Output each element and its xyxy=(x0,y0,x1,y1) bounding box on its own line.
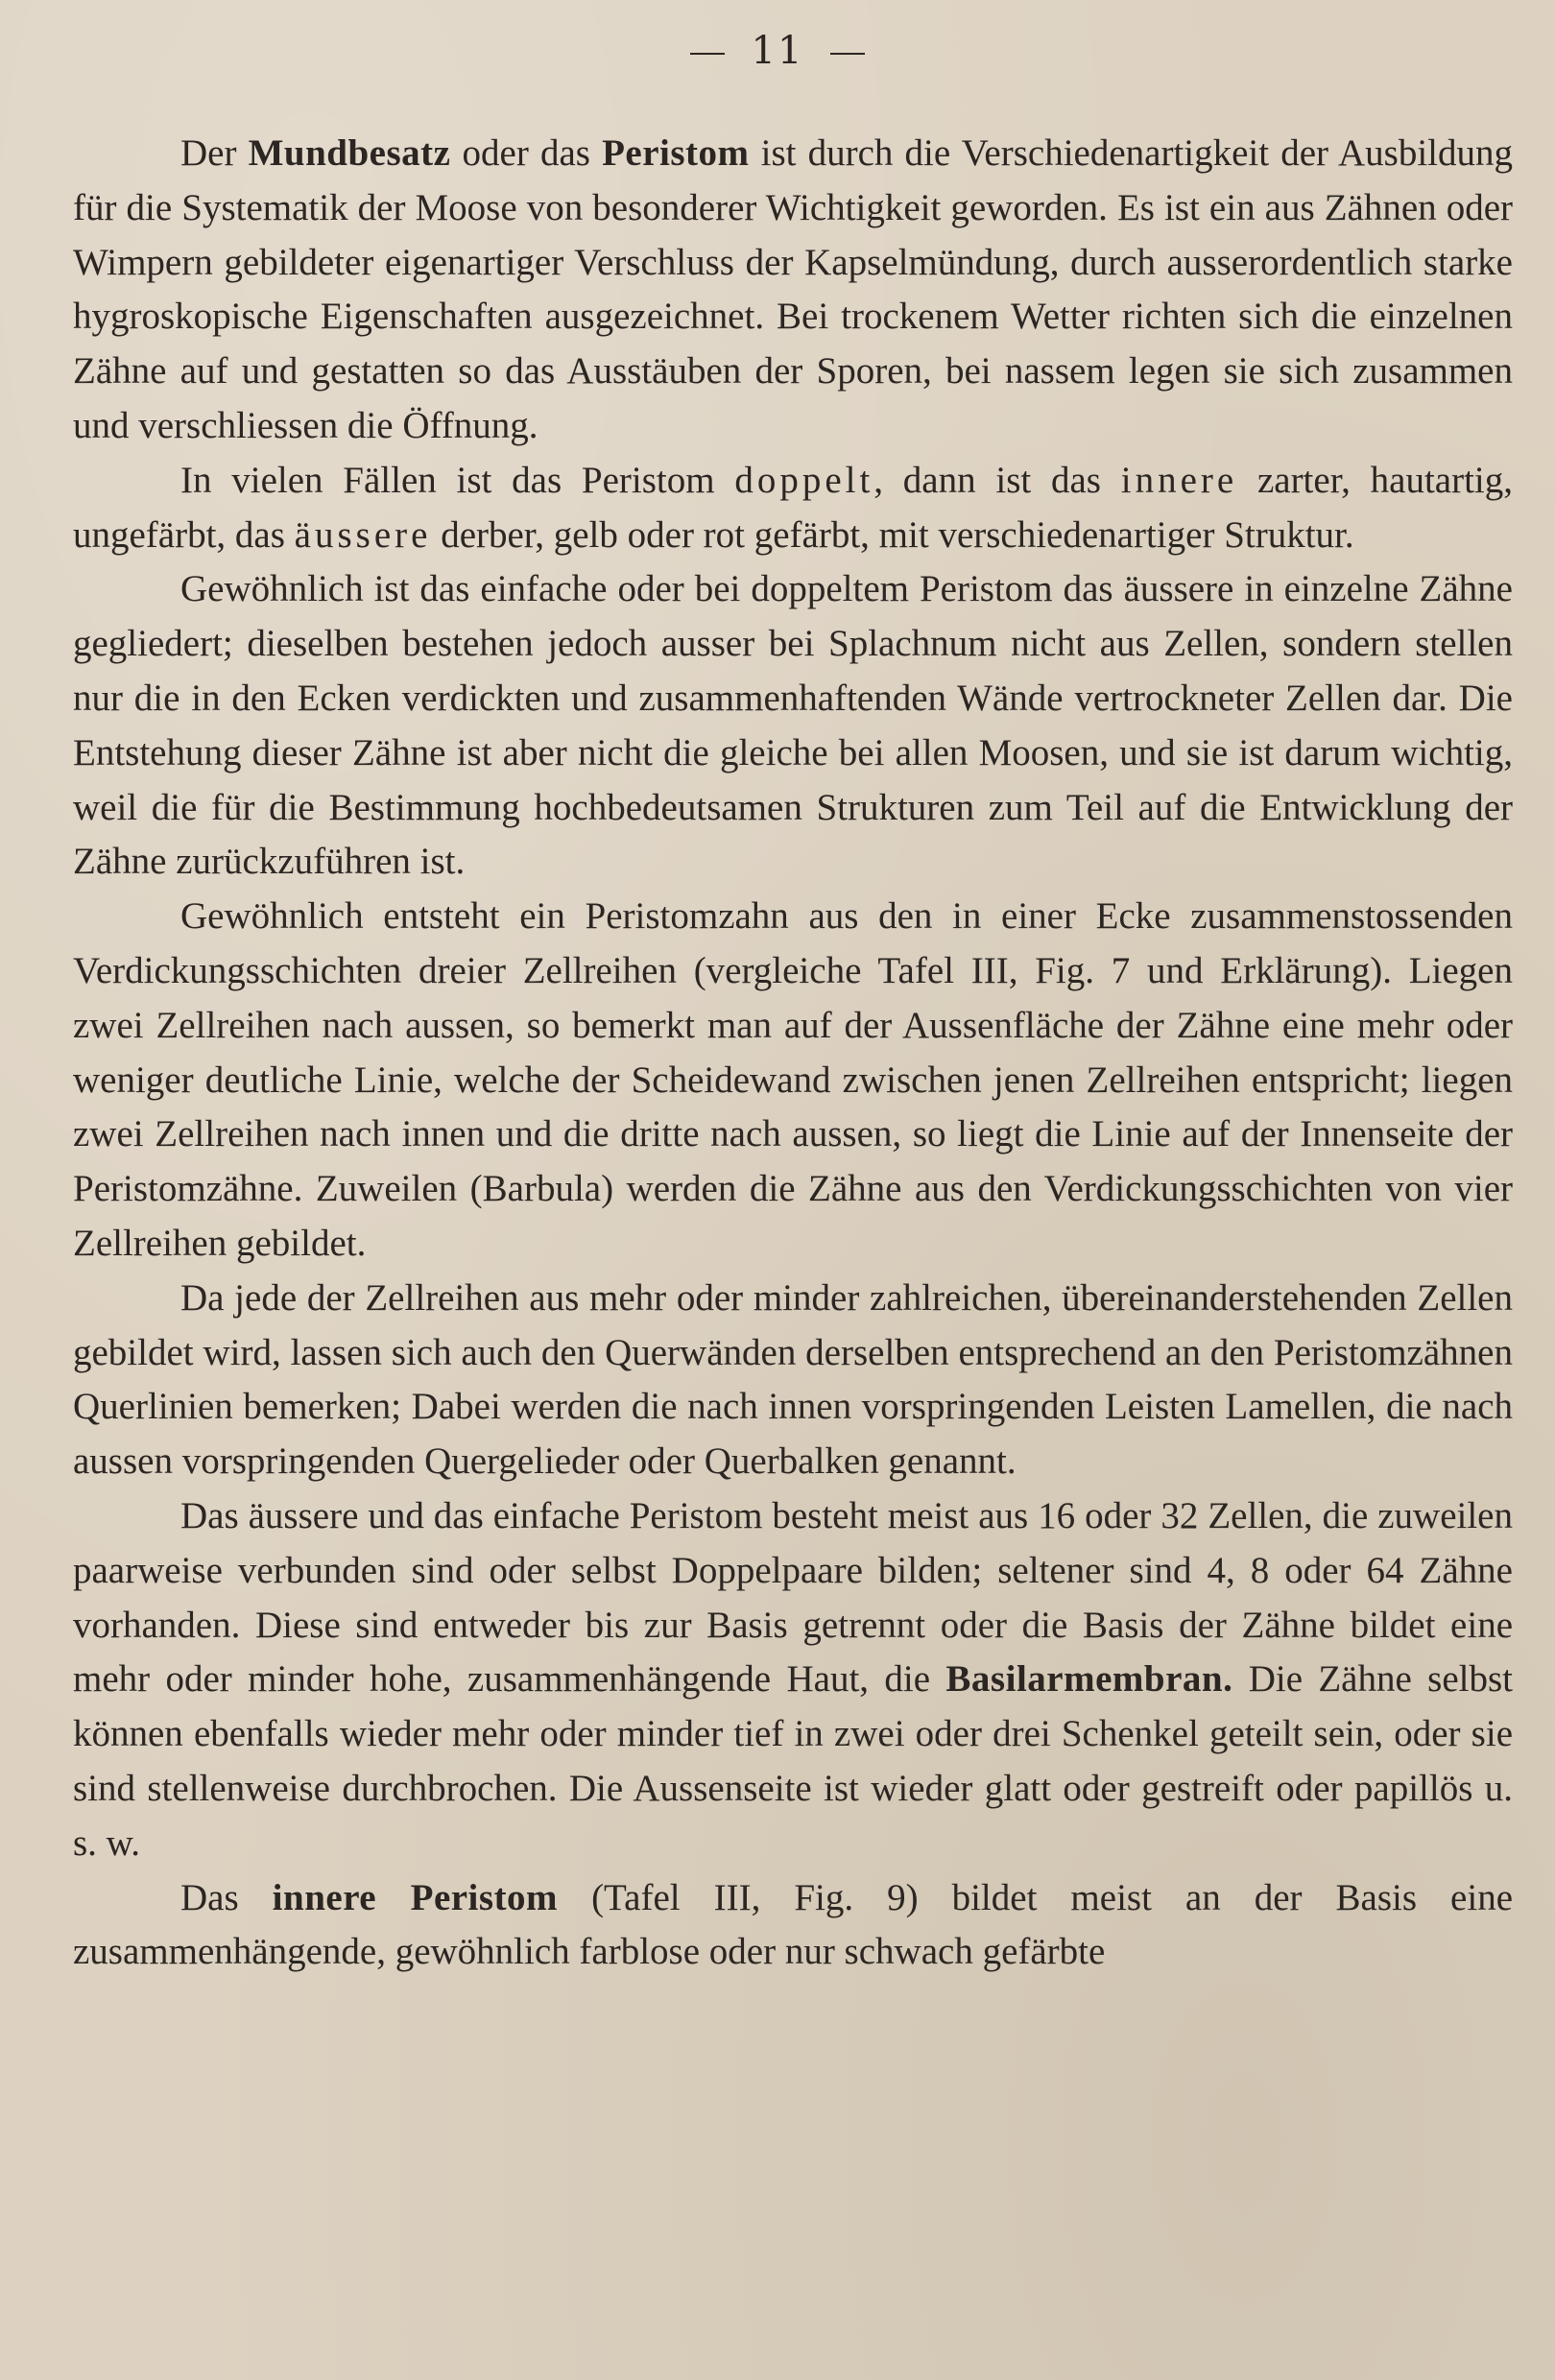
paragraph-2 xyxy=(73,454,1513,563)
paragraph-1-text-c: ist durch die Verschiedenartigkeit der Ausbildung für die Systematik der Moose von besonderer Wichtigkeit geworden. Es ist ein aus Zähnen oder Wimpern gebildeter eigenartiger Verschluss der Kapselmündung, durch ausserordentlich starke hygroskopische Eigenschaften ausgezeichnet. Bei trockenem Wetter richten sich die einzelnen Zähne auf und gestatten so das Ausstäuben der Sporen, bei nassem legen sie sich zusammen und verschliessen die Öffnung. xyxy=(73,132,1513,446)
dash-right xyxy=(830,53,865,55)
emphasis-doppelt: doppelt xyxy=(734,459,874,501)
paragraph-7-text-b: (Tafel III, Fig. 9) bildet meist an der Basis eine zusammenhängende, gewöhnlich farblose oder nur schwach gefärbte xyxy=(73,1876,1514,1973)
paragraph-1 xyxy=(73,127,1513,454)
paragraph-2-text-c: zarter, hautartig, ungefärbt, das xyxy=(73,459,1513,556)
term-peristom: Peristom xyxy=(602,132,750,174)
dash-left xyxy=(690,53,725,55)
paragraph-4: Gewöhnlich entsteht ein Peristomzahn aus den in einer Ecke zusammenstossenden Verdickungsschichten dreier Zellreihen (vergleiche Tafel III, Fig. 7 und Erklärung). Liegen zwei Zellreihen nach aussen, so bemerkt man auf der Aussenfläche der Zähne eine mehr oder weniger deutliche Linie, welche der Scheidewand zwischen jenen Zellreihen entspricht; liegen zwei Zellreihen nach innen und die dritte nach aussen, so liegt die Linie auf der Innenseite der Peristomzähne. Zuweilen (Barbula) werden die Zähne aus den Verdickungsschichten von vier Zellreihen gebildet. xyxy=(73,895,1513,1264)
paragraph-5: Da jede der Zellreihen aus mehr oder minder zahlreichen, übereinanderstehenden Zellen gebildet wird, lassen sich auch den Querwänden derselben entsprechend an den Peristomzähnen Querlinien bemerken; Dabei werden die nach innen vorspringenden Leisten Lamellen, die nach aussen vorspringenden Quergelieder oder Querbalken genannt. xyxy=(73,1276,1513,1483)
paragraph-7-text-a: Das xyxy=(180,1876,273,1918)
paragraph-2-text-d: derber, gelb oder rot gefärbt, mit verschiedenartiger Struktur. xyxy=(431,513,1354,556)
page-number-value: 11 xyxy=(751,29,804,73)
term-inneres-peristom: innere Peristom xyxy=(272,1876,559,1918)
emphasis-innere: innere xyxy=(1120,459,1238,501)
paragraph-2-text-a: In vielen Fällen ist das Peristom xyxy=(180,459,735,501)
term-basilarmembran: Basilarmembran. xyxy=(945,1658,1233,1701)
emphasis-aeussere: äussere xyxy=(294,513,432,556)
paragraph-1-text-a: Der xyxy=(180,132,249,174)
paragraph-6-text-b: Die Zähne selbst können ebenfalls wieder mehr oder minder tief in zwei oder drei Schenkel geteilt sein, oder sie sind stellenweise durchbrochen. Die Aussenseite ist wieder glatt oder gestreift oder papillös u. s. w. xyxy=(73,1658,1514,1864)
paragraph-7 xyxy=(73,1871,1513,1981)
term-mundbesatz: Mundbesatz xyxy=(248,132,451,174)
paragraph-6 xyxy=(73,1489,1513,1871)
paragraph-6-text-a: Das äussere und das einfache Peristom besteht meist aus 16 oder 32 Zellen, die zuweilen paarweise verbunden sind oder selbst Doppelpaare bilden; seltener sind 4, 8 oder 64 Zähne vorhanden. Diese sind entweder bis zur Basis getrennt oder die Basis der Zähne bildet eine mehr oder minder hohe, zusammenhängende Haut, die xyxy=(73,1494,1513,1701)
paragraph-2-text-b: , dann ist das xyxy=(873,459,1121,501)
body-text xyxy=(73,127,1513,1980)
paragraph-1-text-b: oder das xyxy=(450,132,603,174)
page-number xyxy=(0,29,1555,73)
paragraph-3: Gewöhnlich ist das einfache oder bei doppeltem Peristom das äussere in einzelne Zähne gegliedert; dieselben bestehen jedoch ausser bei Splachnum nicht aus Zellen, sondern stellen nur die in den Ecken verdickten und zusammenhaftenden Wände vertrockneter Zellen dar. Die Entstehung dieser Zähne ist aber nicht die gleiche bei allen Moosen, und sie ist darum wichtig, weil die für die Bestimmung hochbedeutsamen Strukturen zum Teil auf die Entwicklung der Zähne zurückzuführen ist. xyxy=(73,568,1513,883)
